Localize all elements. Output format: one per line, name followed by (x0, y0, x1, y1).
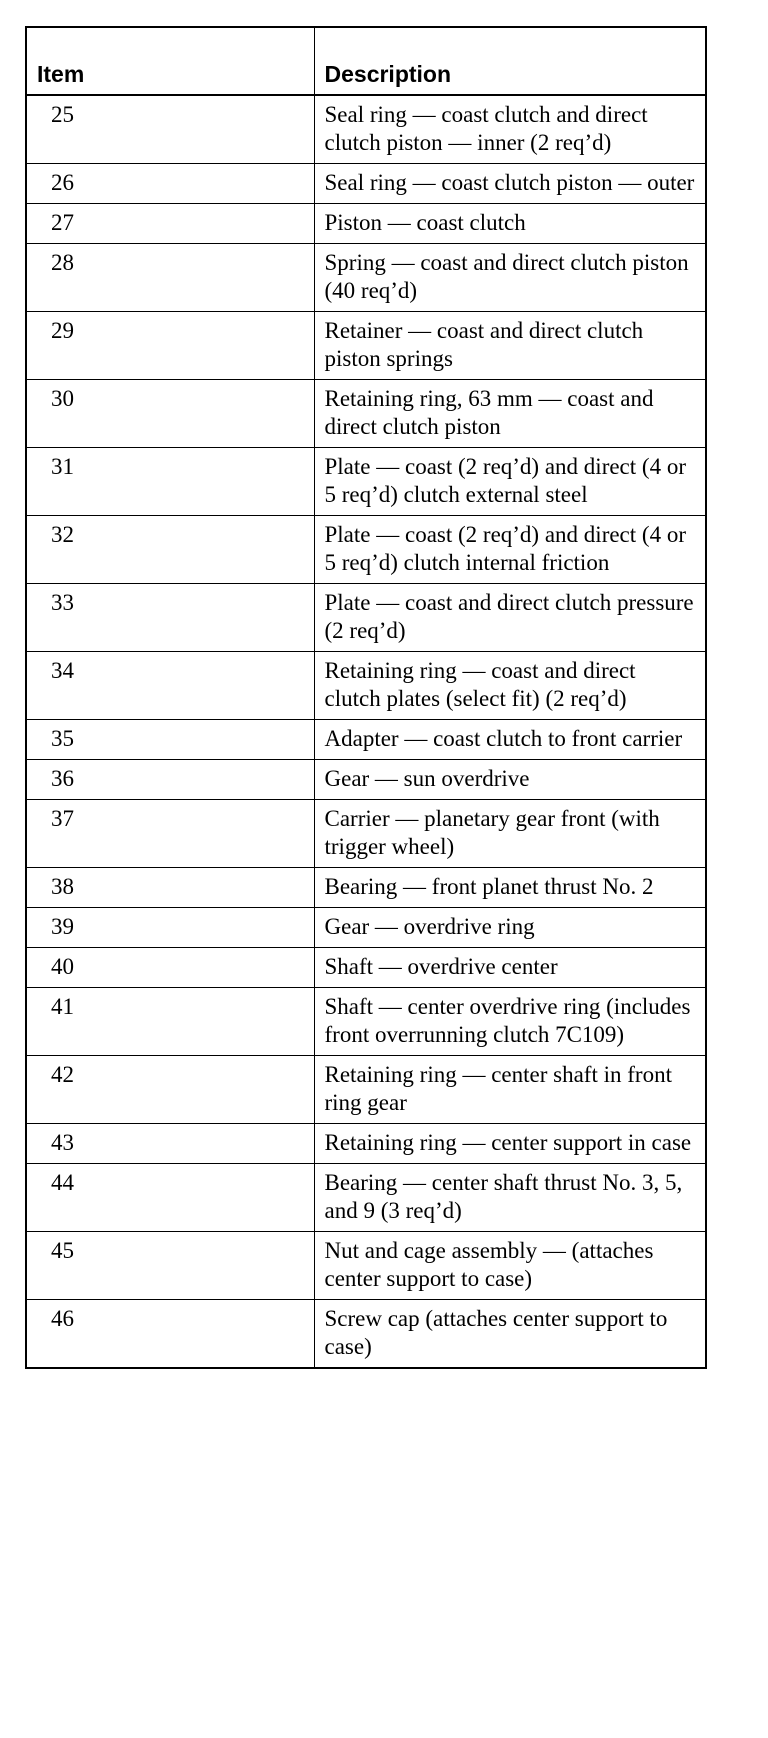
item-description: Retaining ring — center support in case (314, 1124, 706, 1164)
item-description: Gear — sun overdrive (314, 760, 706, 800)
item-description: Gear — overdrive ring (314, 908, 706, 948)
item-number: 37 (26, 800, 314, 868)
table-row (26, 204, 706, 244)
item-description: Bearing — front planet thrust No. 2 (314, 868, 706, 908)
item-description: Carrier — planetary gear front (with trigger wheel) (314, 800, 706, 868)
table-row (26, 800, 706, 868)
table-row (26, 988, 706, 1056)
item-number: 27 (26, 204, 314, 244)
item-number: 45 (26, 1232, 314, 1300)
table-row (26, 448, 706, 516)
item-number: 42 (26, 1056, 314, 1124)
item-description: Shaft — center overdrive ring (includes front overrunning clutch 7C109) (314, 988, 706, 1056)
item-number: 35 (26, 720, 314, 760)
table-row (26, 1124, 706, 1164)
item-number: 32 (26, 516, 314, 584)
item-description: Retaining ring — center shaft in front ring gear (314, 1056, 706, 1124)
table-row (26, 516, 706, 584)
item-number: 38 (26, 868, 314, 908)
item-number: 39 (26, 908, 314, 948)
item-description: Nut and cage assembly — (attaches center support to case) (314, 1232, 706, 1300)
item-description: Shaft — overdrive center (314, 948, 706, 988)
table-row (26, 1164, 706, 1232)
item-description: Screw cap (attaches center support to case) (314, 1300, 706, 1369)
item-number: 29 (26, 312, 314, 380)
parts-table (25, 26, 707, 1369)
table-row (26, 948, 706, 988)
table-row (26, 164, 706, 204)
item-number: 36 (26, 760, 314, 800)
item-description: Retainer — coast and direct clutch piston springs (314, 312, 706, 380)
table-row (26, 720, 706, 760)
item-number: 26 (26, 164, 314, 204)
table-row (26, 95, 706, 164)
item-number: 46 (26, 1300, 314, 1369)
table-row (26, 652, 706, 720)
table-row (26, 868, 706, 908)
item-number: 30 (26, 380, 314, 448)
item-description: Plate — coast (2 req’d) and direct (4 or 5 req’d) clutch internal friction (314, 516, 706, 584)
table-row (26, 760, 706, 800)
item-number: 44 (26, 1164, 314, 1232)
item-number: 28 (26, 244, 314, 312)
item-description: Plate — coast and direct clutch pressure (2 req’d) (314, 584, 706, 652)
item-number: 34 (26, 652, 314, 720)
item-description: Piston — coast clutch (314, 204, 706, 244)
item-description: Seal ring — coast clutch piston — outer (314, 164, 706, 204)
item-number: 33 (26, 584, 314, 652)
header-row (26, 27, 706, 95)
item-number: 41 (26, 988, 314, 1056)
item-description: Spring — coast and direct clutch piston (40 req’d) (314, 244, 706, 312)
item-description: Bearing — center shaft thrust No. 3, 5, and 9 (3 req’d) (314, 1164, 706, 1232)
table-row (26, 244, 706, 312)
table-row (26, 908, 706, 948)
item-description: Adapter — coast clutch to front carrier (314, 720, 706, 760)
table-row (26, 1056, 706, 1124)
table-row (26, 1232, 706, 1300)
item-description: Seal ring — coast clutch and direct clutch piston — inner (2 req’d) (314, 95, 706, 164)
item-description: Retaining ring, 63 mm — coast and direct clutch piston (314, 380, 706, 448)
item-column-header: Item (26, 27, 314, 95)
item-number: 40 (26, 948, 314, 988)
item-description: Retaining ring — coast and direct clutch plates (select fit) (2 req’d) (314, 652, 706, 720)
item-number: 25 (26, 95, 314, 164)
table-body (26, 95, 706, 1368)
item-number: 31 (26, 448, 314, 516)
table-row (26, 1300, 706, 1369)
item-number: 43 (26, 1124, 314, 1164)
table-row (26, 380, 706, 448)
table-row (26, 312, 706, 380)
description-column-header: Description (314, 27, 706, 95)
item-description: Plate — coast (2 req’d) and direct (4 or 5 req’d) clutch external steel (314, 448, 706, 516)
table-row (26, 584, 706, 652)
